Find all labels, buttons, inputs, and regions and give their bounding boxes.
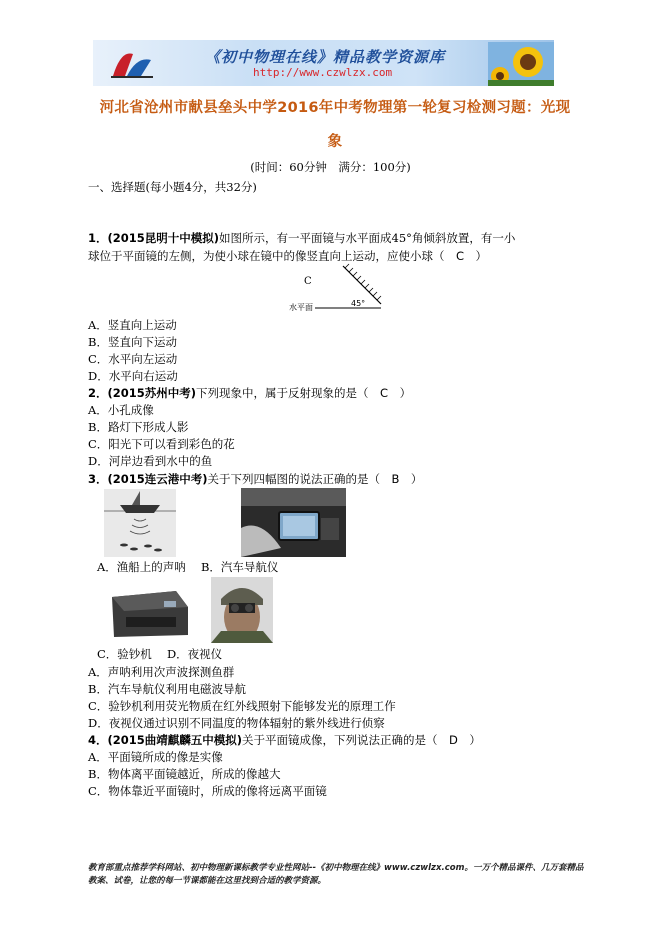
answer-label: （ C ） [433,249,488,263]
question-source: (2015苏州中考) [107,386,197,400]
exam-meta: (时间：60分钟 满分：100分) [250,160,411,174]
question-4 [88,732,481,748]
question-source: (2015连云港中考) [107,472,208,486]
page-footer: 教育部重点推荐学科网站、初中物理新课标教学专业性网站--《初中物理在线》www.czwlzx.com。一万个精品课件、几万套精品教案、试卷，让您的每一节课都能在这里找到合适的教学资源。 [88,863,584,886]
option: D．河岸边看到水中的鱼 [88,454,213,468]
option: A．竖直向上运动 [88,318,177,332]
option: A．小孔成像 [88,403,154,417]
car-navigation-image [241,488,346,557]
site-logo-icon [107,46,157,82]
caption-cd: C．验钞机 D．夜视仪 [97,647,223,661]
answer-label: （ B ） [368,472,423,486]
question-number: 2． [88,386,108,400]
banner-url[interactable]: http://www.czwlzx.com [253,66,393,79]
document-title-line1: 河北省沧州市献县垒头中学2016年中考物理第一轮复习检测习题：光现 [99,100,571,116]
question-text: 球位于平面镜的左侧，为使小球在镜中的像竖直向上运动，应使小球 [88,249,433,263]
ball-label: C [304,276,312,287]
sonar-boat-image [104,489,176,557]
question-3 [88,471,422,487]
answer-label: （ D ） [426,733,481,747]
question-number: 1． [88,231,108,245]
question-text: 关于平面镜成像，下列说法正确的是 [242,733,427,747]
option: C．物体靠近平面镜时，所成的像将远离平面镜 [88,784,327,798]
header-banner [93,40,554,86]
question-number: 3． [88,472,108,486]
option: B．竖直向下运动 [88,335,177,349]
sunflower-icon [488,42,554,86]
question-2 [88,385,411,401]
option: A．平面镜所成的像是实像 [88,750,223,764]
banner-title: 《初中物理在线》精品教学资源库 [205,48,446,66]
section-heading: 一、选择题(每小题4分，共32分) [88,180,257,194]
mirror-diagram [285,262,395,314]
option: B．汽车导航仪利用电磁波导航 [88,682,246,696]
option: A．声呐利用次声波探测鱼群 [88,665,235,679]
question-text: 下列现象中，属于反射现象的是 [196,386,358,400]
caption-ab: A．渔船上的声呐 B．汽车导航仪 [97,560,279,574]
question-number: 4． [88,733,108,747]
question-1 [88,230,515,246]
ground-label: 水平面 [289,303,313,312]
banknote-detector-image [104,577,192,643]
question-source: (2015曲靖麒麟五中模拟) [107,733,243,747]
option: B．路灯下形成人影 [88,420,189,434]
option: D．夜视仪通过识别不同温度的物体辐射的紫外线进行侦察 [88,716,385,730]
option: C．阳光下可以看到彩色的花 [88,437,235,451]
document-title-line2: 象 [327,134,343,150]
question-text: 关于下列四幅图的说法正确的是 [207,472,369,486]
question-text: 如图所示，有一平面镜与水平面成45°角倾斜放置，有一小 [219,231,516,245]
option: B．物体离平面镜越近，所成的像越大 [88,767,281,781]
option: D．水平向右运动 [88,369,178,383]
answer-label: （ C ） [357,386,412,400]
mirror-hatching [345,264,381,300]
angle-label: 45° [351,299,366,308]
night-vision-image [211,577,273,643]
option: C．验钞机利用荧光物质在红外线照射下能够发光的原理工作 [88,699,396,713]
option: C．水平向左运动 [88,352,178,366]
question-source: (2015昆明十中模拟) [107,231,220,245]
